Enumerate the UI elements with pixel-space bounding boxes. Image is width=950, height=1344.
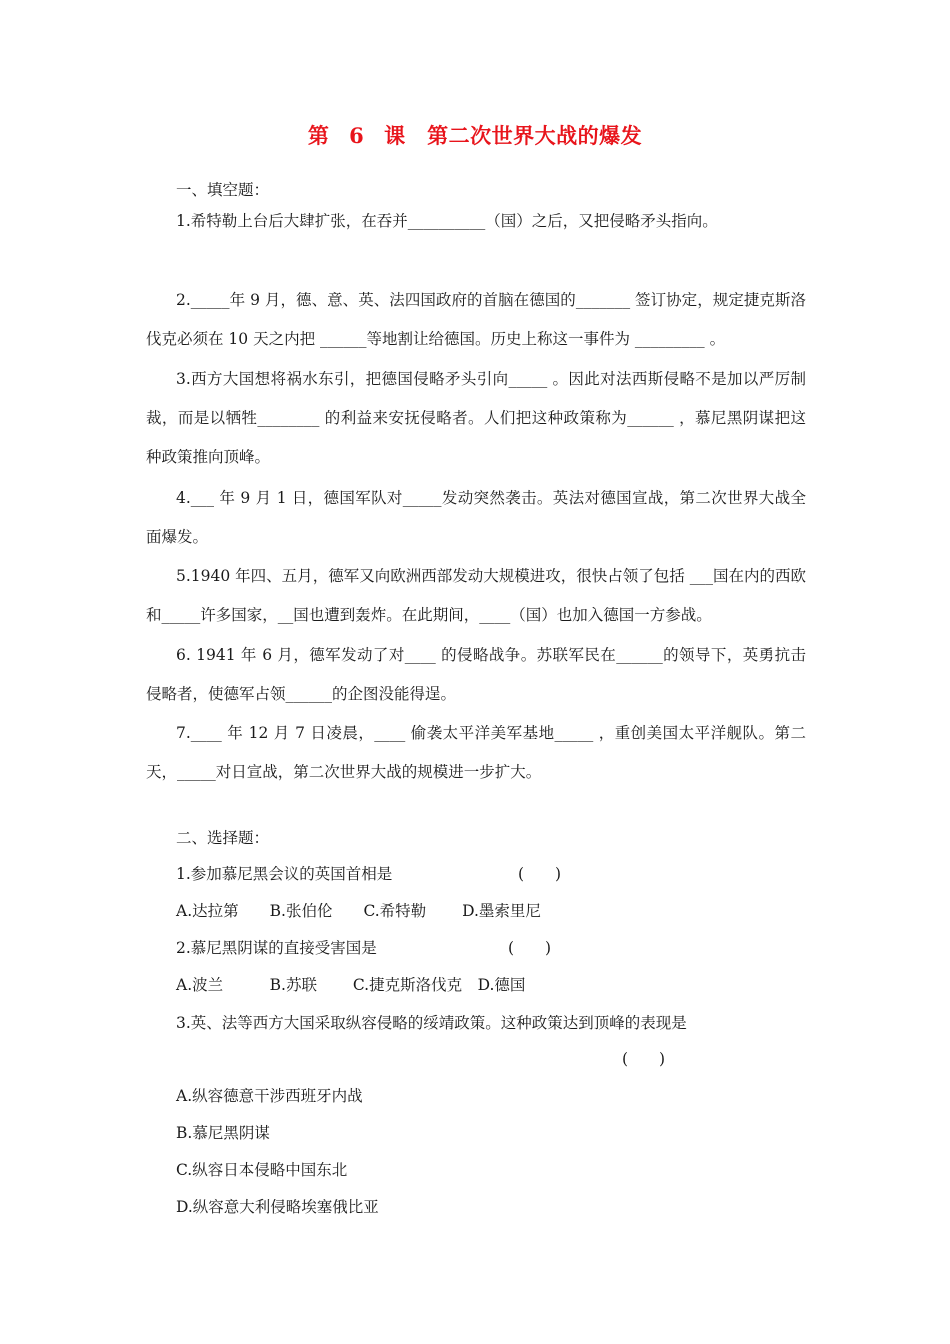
choice-q2-options: A.波兰 B.苏联 C.捷克斯洛伐克 D.德国 bbox=[176, 976, 526, 994]
choice-q2-answer-paren: ( ) bbox=[508, 939, 552, 957]
page-title: 第 6 课 第二次世界大战的爆发 bbox=[307, 123, 643, 148]
choice-q3-option-a: A.纵容德意干涉西班牙内战 bbox=[176, 1087, 363, 1105]
choice-q1-stem: 1.参加慕尼黑会议的英国首相是 bbox=[176, 865, 393, 883]
choice-q3-stem: 3.英、法等西方大国采取纵容侵略的绥靖政策。这种政策达到顶峰的表现是 bbox=[176, 1014, 687, 1032]
choice-q1-options: A.达拉第 B.张伯伦 C.希特勒 D.墨索里尼 bbox=[176, 902, 541, 920]
fill-blank-item-1: 1.希特勒上台后大肆扩张，在吞并__________（国）之后，又把侵略矛头指向。 bbox=[176, 212, 718, 230]
fill-blank-item-4: 4.___ 年 9 月 1 日，德国军队对_____发动突然袭击。英法对德国宣战，第二次世界大战全面爆发。 bbox=[146, 489, 806, 546]
fill-blank-heading: 一、填空题： bbox=[176, 181, 270, 199]
choice-heading: 二、选择题： bbox=[176, 829, 270, 847]
fill-blank-item-6: 6. 1941 年 6 月，德军发动了对____ 的侵略战争。苏联军民在______的领导下，英勇抗击侵略者，使德军占领______的企图没能得逞。 bbox=[146, 646, 806, 703]
fill-blank-item-3: 3.西方大国想将祸水东引，把德国侵略矛头引向_____ 。因此对法西斯侵略不是加以严厉制裁，而是以牺牲________ 的利益来安抚侵略者。人们把这种政策称为______ ，慕尼黑阴谋把这种政策推向顶峰。 bbox=[146, 370, 806, 466]
choice-q3-option-d: D.纵容意大利侵略埃塞俄比亚 bbox=[176, 1198, 379, 1216]
fill-blank-item-2: 2._____年 9 月，德、意、英、法四国政府的首脑在德国的_______ 签订协定，规定捷克斯洛伐克必须在 10 天之内把 ______等地割让给德国。历史上称这一事件为 _________ 。 bbox=[146, 291, 806, 348]
fill-blank-item-5: 5.1940 年四、五月，德军又向欧洲西部发动大规模进攻，很快占领了包括 ___国在内的西欧和_____许多国家，__国也遭到轰炸。在此期间，____（国）也加入德国一方参战。 bbox=[146, 567, 806, 624]
fill-blank-item-7: 7.____ 年 12 月 7 日凌晨，____ 偷袭太平洋美军基地_____ ，重创美国太平洋舰队。第二天，_____对日宣战，第二次世界大战的规模进一步扩大。 bbox=[146, 724, 806, 781]
choice-q3-option-c: C.纵容日本侵略中国东北 bbox=[176, 1161, 348, 1179]
choice-q1-answer-paren: ( ) bbox=[518, 865, 562, 883]
choice-q3-answer-paren: ( ) bbox=[622, 1050, 666, 1068]
choice-q3-option-b: B.慕尼黑阴谋 bbox=[176, 1124, 270, 1142]
choice-q2-stem: 2.慕尼黑阴谋的直接受害国是 bbox=[176, 939, 377, 957]
